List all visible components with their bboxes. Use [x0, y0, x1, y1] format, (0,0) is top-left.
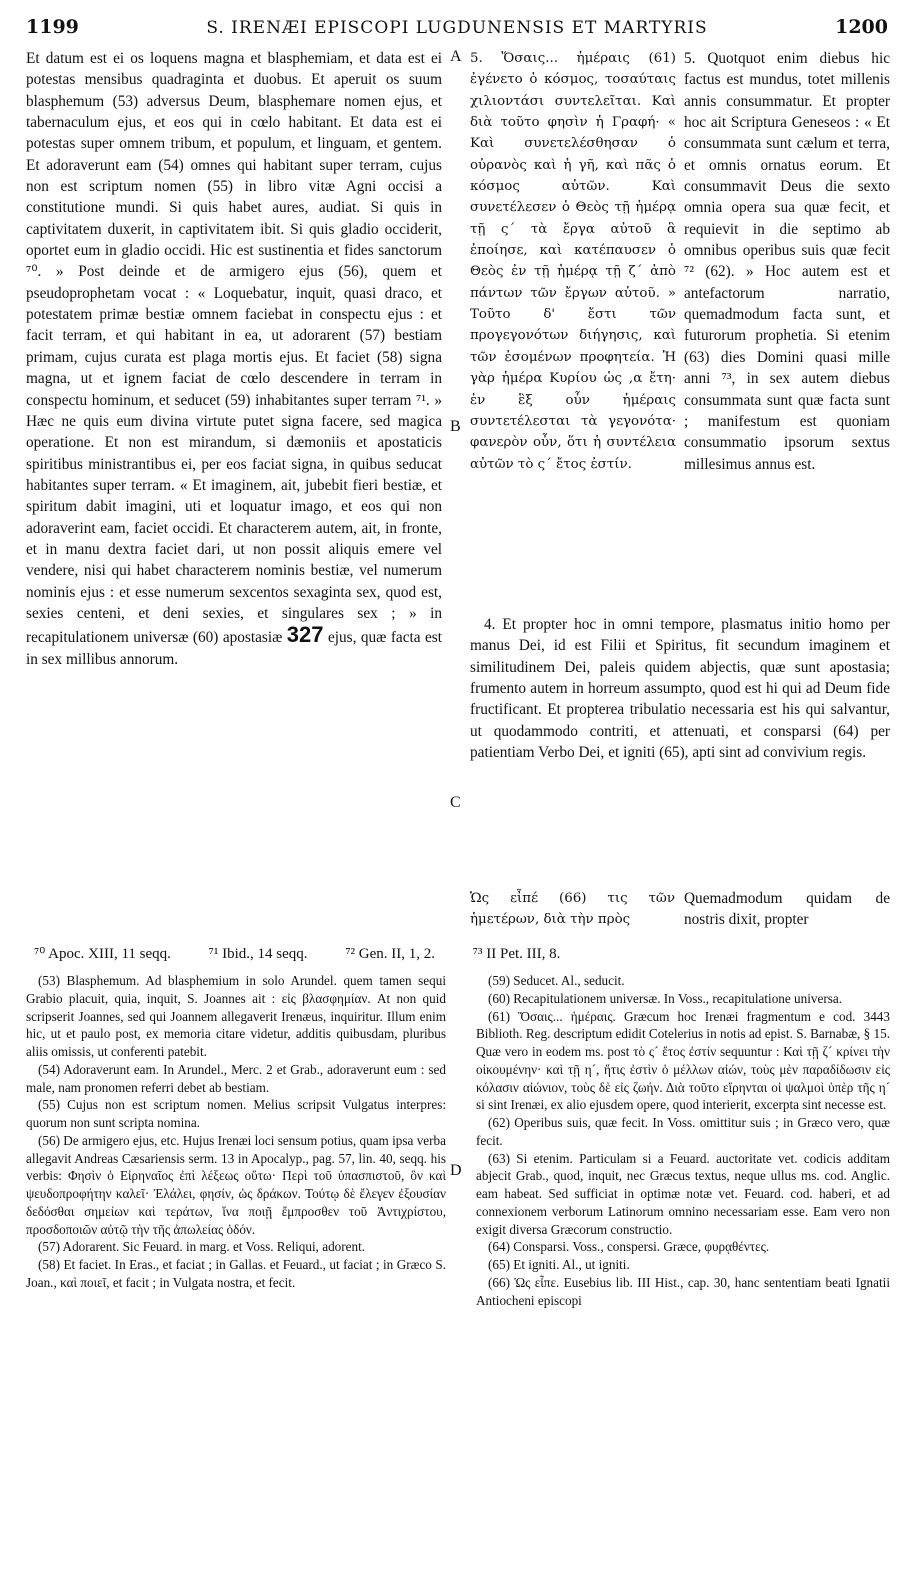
footnote: (54) Adoraverunt eam. In Arundel., Merc. 2 et Grab., adoraverunt eum : sed male, nam pronomen referri debet ab bestiam. — [26, 1061, 446, 1095]
left-column-text: Et datum est ei os loquens magna et blasphemiam, et data est ei potestas mensibus quadraginta et duobus. Et aperuit os suum blasphemum (53) adversus Deum, blasphemare nomen ejus, et tabernaculum ejus, et eos qui in cœlo habitant. Et data est ei potestas super omnem tribum, et populum, et linguam, et gentem. Et adoraverunt eam (54) omnes qui habitant super terram, cujus non est scriptum nomen (55) in libro vitæ Agni occisi a constitutione mundi. Si quis habet aures, audiat. Si quis in captivitatem duxerit, in captivitatem ibit. Si quis gladio occiderit, oportet eum in gladio occidi. Hic est sustinentia et fides sanctorum ⁷⁰. » Post deinde et de armigero ejus (56), quem et pseudoprophetam vocat : « Loquebatur, inquit, quasi draco, et potestatem primæ bestiæ omnem faciebat in conspectu ejus : et facit terram, et qui habitant in ea, ut adorarent (57) bestiam primam, cujus curata est plaga mortis ejus. Et faciet (58) signa magna, ut et ignem faciat de cœlo descendere in terram in conspectu hominum, et seducet (59) inhabitantes super terram ⁷¹. » Hæc ne quis eum divina virtute putet signa facere, sed magica operatione. Et non est mirandum, si dæmoniis et apostaticis spiritibus ministrantibus ei, per eos faciat signa, in quibus seducat habitantes super terram. « Et imaginem, ait, jubebit fieri bestiæ, et spiritum dabit imagini, uti et loquatur imago, et eos qui non adoraverint eam, faciet occidi. Et characterem autem, ait, in fronte, et in manu dextra faciet dari, ut non possit aliquis emere vel vendere, nisi qui habet characterem nominis bestiæ, vel numerum nominis ejus : et esse numerum sexcentos sexaginta sex, quod est, sexies centeni, et deni sexies, et singulares sex ; » in recapitulationem universæ (60) apostasiæ — [26, 50, 442, 647]
footnotes-left — [26, 972, 446, 1292]
marker-b: B — [450, 418, 461, 435]
reference-70: ⁷⁰ Apoc. XIII, 11 seqq. — [34, 946, 171, 962]
footnote: (59) Seducet. Al., seducit. — [488, 973, 625, 988]
reference-71: ⁷¹ Ibid., 14 seqq. — [208, 946, 308, 962]
greek-tail: Ὡς εἶπέ (66) τις τῶν ἡμετέρων, διὰ τὴν πρὸς — [470, 891, 675, 928]
column-number: 327 — [286, 622, 324, 648]
footnote: (53) Blasphemum. Ad blasphemium in solo Arundel. quem tamen sequi Grabio placuit, quia, inquit, S. Joannes ait : εἰς βλασφημίαν. At non quid scripserit Joannes, sed qui Joannem allegaverit Irenæus, inquiritur. Illum enim hic, ut et paulo post, ex memoria citare videtur, additis quibusdam, pluribus aliis omissis, ut conferenti patebit. — [26, 973, 446, 1059]
footnote: (63) Si etenim. Particulam si a Feuard. auctoritate vet. codicis additam abjecit Grab., quod, inquit, nec Græcus textus, neque ullus ms. cod. Anglic. eam habeat. Sed sufficiat in optimæ notæ vet. Feuard. cod. haberi, et ad connexionem verborum Latinorum omnino necessariam esse. Eam vero non exigit diversa Græcorum constructio. — [476, 1150, 890, 1237]
latin-text-column — [684, 48, 890, 475]
page-header — [26, 14, 888, 38]
latin-paragraph: 5. Quotquot enim diebus hic factus est mundus, totet millenis annis consummatur. Et propter hoc ait Scriptura Geneseos : « Et consummata sunt cælum et terra, et omnis ornatus eorum. Et consummavit Deus die sexto omnia opera sua quæ fecit, et requievit in die septimo ab omnibus operibus suis quæ fecit ⁷² (62). » Hoc autem est et antefactorum narratio, quemadmodum facta sunt, et futurorum prophetia. Si etenim (63) dies Domini quasi mille anni ⁷³, in sex autem diebus consummata sunt quæ facta sunt ; manifestum est quoniam consummatio ipsorum sextus millesimus annus est. — [684, 50, 890, 473]
footnote: (60) Recapitulationem universæ. In Voss., recapitulatione universa. — [488, 990, 843, 1006]
left-text-column — [26, 48, 442, 670]
reference-73: ⁷³ II Pet. III, 8. — [472, 946, 561, 962]
marker-c: C — [450, 794, 461, 811]
footnote: (58) Et faciet. In Eras., et faciat ; in Gallas. et Feuard., ut faciat ; in Græco S. Joan., καὶ ποιεῖ, et facit ; in Vulgata nostra, et fecit. — [26, 1257, 446, 1290]
footnote: (66) Ὡς εἶπε. Eusebius lib. III Hist., cap. 30, hanc sententiam beati Ignatii Antiocheni episcopi — [476, 1274, 890, 1308]
left-column-text-end: ejus, quæ facta est in sex millibus annorum. — [26, 629, 442, 668]
marker-d: D — [450, 1162, 462, 1179]
right-page-number: 1200 — [835, 16, 888, 38]
footnote: (56) De armigero ejus, etc. Hujus Irenæi loci sensum potius, quam ipsa verba allegavit Andreas Cæsariensis serm. 13 in Apocalyp., pag. 57, lin. 40, seqq. his verbis: Φησὶν ὁ Εἰρηναῖος ἐπὶ λέξεως οὕτω· Περὶ τοῦ ὑπασπιστοῦ, ὃν καὶ ψευδοπροφήτην καλεῖ· Ἐλάλει, φησίν, ὡς δράκων. Τούτῳ δὲ ἔλεγεν ἐξουσίαν δεδόσθαι σημείων καὶ τεράτων, ἵνα ποιῇ ἔμπροσθεν τοῦ Ἀντιχρίστου, προσδοποιῶν αὐτῷ τὴν τῆς ἀπωλείας ὁδόν. — [26, 1132, 446, 1237]
footnote: (55) Cujus non est scriptum nomen. Melius scripsit Vulgatus interpres: quorum non sunt scripta nomina. — [26, 1097, 446, 1130]
bilingual-tail — [470, 888, 890, 936]
greek-paragraph: 5. Ὅσαις... ἡμέραις (61) ἐγένετο ὁ κόσμος, τοσαύταις χιλιοντάσι συντελεῖται. Καὶ διὰ τοῦτο φησὶν ἡ Γραφή· « Καὶ συνετελέσθησαν ὁ οὐρανὸς καὶ ἡ γῆ, καὶ πᾶς ὁ κόσμος αὐτῶν. Καὶ συνετέλεσεν ὁ Θεὸς τῇ ἡμέρᾳ τῇ ς´ τὰ ἔργα αὐτοῦ ἃ ἐποίησε, καὶ κατέπαυσεν ὁ Θεὸς ἐν τῇ ἡμέρᾳ τῇ ζ´ ἀπὸ πάντων τῶν ἔργων αὐτοῦ. » Τοῦτο δ' ἔστι τῶν προγεγονότων διήγησις, καὶ τῶν ἐσομένων προφητεία. Ἡ γὰρ ἡμέρα Κυρίου ὡς ,α ἔτη· ἐν ἓξ οὖν ἡμέραις συντετέλεσται τὰ γεγονότα· φανερὸν οὖν, ὅτι ἡ συντέλεια αὐτῶν τὸ ς´ ἔτος ἐστίν. — [470, 51, 676, 472]
running-title: S. IRENÆI EPISCOPI LUGDUNENSIS ET MARTYRIS — [206, 18, 708, 38]
scripture-references — [34, 944, 890, 963]
right-full-text — [470, 614, 890, 763]
footnote: (64) Consparsi. Voss., conspersi. Græce, φυρᾳθέντες. — [488, 1239, 770, 1255]
section-4-paragraph: 4. Et propter hoc in omni tempore, plasmatus initio homo per manus Dei, id est Filii et Spiritus, fit secundum imaginem et similitudinem Dei, paleis quidem abjectis, quæ sunt apostasia; frumento autem in horreum assumpto, quod est hi qui ad Deum fide fructificant. Et propterea tribulatio necessaria est his qui salvantur, ut quodammodo contriti, et attenuati, et consparsi (64) per patientiam Verbo Dei, et igniti (65), apti sint ad convivium regis. — [470, 616, 890, 762]
reference-72: ⁷² Gen. II, 1, 2. — [345, 946, 436, 962]
greek-text-column — [470, 48, 676, 475]
left-page-number: 1199 — [26, 16, 79, 38]
latin-tail: Quemadmodum quidam de nostris dixit, propter — [684, 890, 890, 929]
footnotes-right — [476, 972, 890, 1309]
footnote: (61) Ὅσαις... ἡμέραις. Græcum hoc Irenæi fragmentum e cod. 3443 Biblioth. Reg. descriptum edidit Cotelerius in notis ad epist. S. Barnabæ, § 15. Quæ vero in eodem ms. post τὸ ς´ ἔτος ἐστίν sequuntur : Καὶ τῇ ζ´ κρίνει τὴν οἰκουμένην· καὶ τῇ η´, ἥτις ἐστὶν ὁ μέλλων αἰών, τοὺς μὲν παραδίδωσιν εἰς κόλασιν αἰώνιον, τοὺς δὲ εἰς ζωήν. Διὰ τοῦτο εἴρηνται οἱ ψαλμοὶ ὑπὲρ τῆς η´ si sint Irenæi, ex alio ejusdem opere, quod interierit, excerpta sint necesse est. — [476, 1008, 890, 1113]
footnote: (62) Operibus suis, quæ fecit. In Voss. omittitur suis ; in Græco vero, quæ fecit. — [476, 1115, 890, 1148]
marker-a: A — [450, 48, 462, 65]
footnote: (57) Adorarent. Sic Feuard. in marg. et Voss. Reliqui, adorent. — [38, 1239, 366, 1255]
footnote: (65) Et igniti. Al., ut igniti. — [488, 1257, 630, 1272]
